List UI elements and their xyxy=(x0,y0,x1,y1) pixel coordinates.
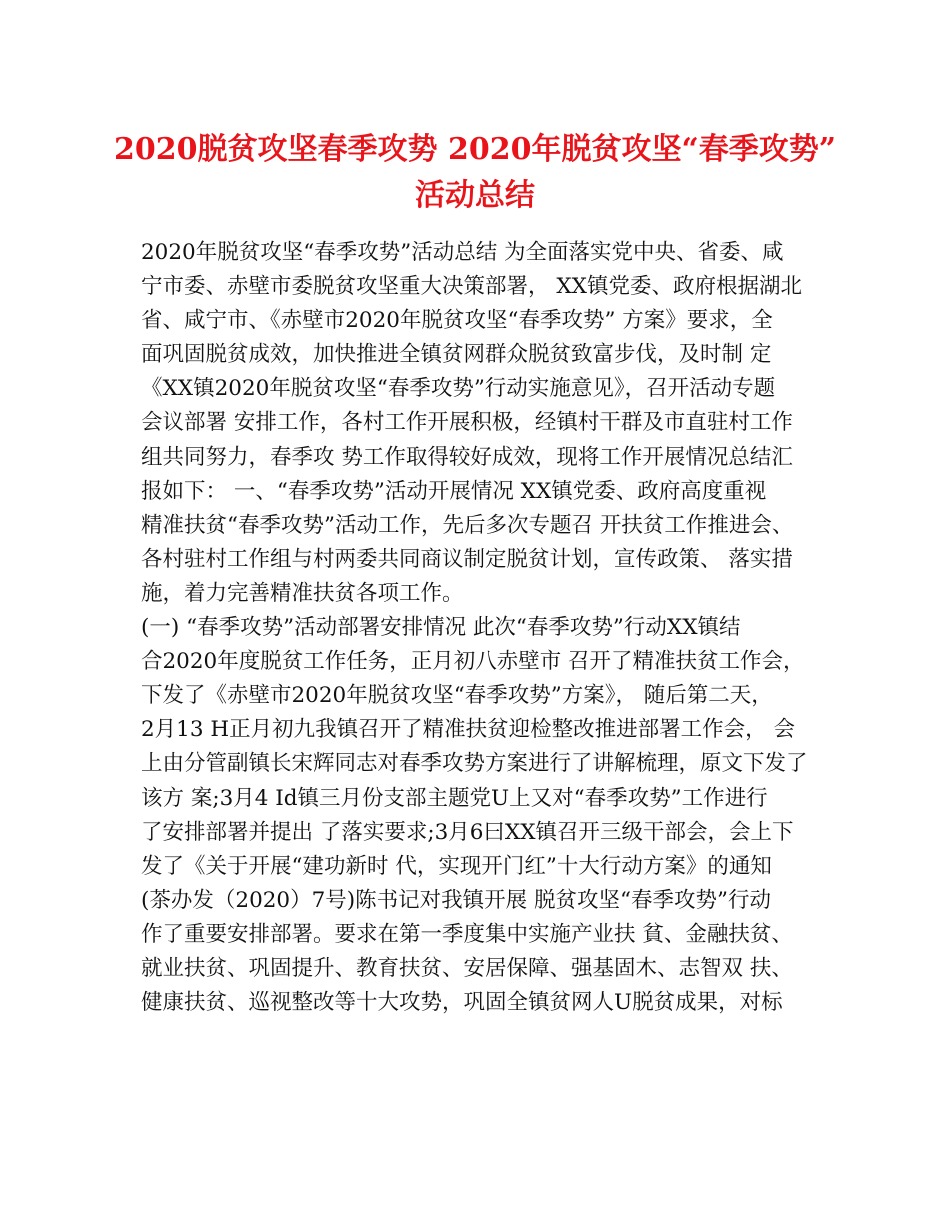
body-line: 精准扶贫“春季攻势”活动工作，先后多次专题召 开扶贫工作推进会、 xyxy=(141,512,794,538)
document-title-line-1: 2020脱贫攻坚春季攻势 2020年脱贫攻坚“春季攻势” xyxy=(114,132,836,167)
body-line: 报如下： 一、“春季攻势”活动开展情况 XX镇党委、政府高度重视 xyxy=(141,478,767,504)
body-line: 省、咸宁市、《赤壁市2020年脱贫攻坚“春季攻势” 方案》要求，全 xyxy=(141,308,773,334)
body-line: 《XX镇2020年脱贫攻坚“春季攻势”行动实施意见》，召开活动专题 xyxy=(141,376,776,402)
body-line: 各村驻村工作组与村两委共同商议制定脱贫计划，宣传政策、 落实措 xyxy=(141,546,793,572)
body-line: (茶办发（2020）7号)陈书记对我镇开展 脱贫攻坚“春季攻势”行动 xyxy=(141,887,771,913)
body-line: 就业扶贫、巩固提升、教育扶贫、安居保障、强基固木、志智双 扶、 xyxy=(141,955,793,981)
body-line: 合2020年度脱贫工作任务，正月初八赤壁市 召开了精准扶贫工作会， xyxy=(141,649,805,675)
body-line: 了安排部署并提出 了落实要求;3月6曰XX镇召开三级干部会，会上下 xyxy=(141,819,794,845)
body-line: 2020年脱贫攻坚“春季攻势”活动总结 为全面落实党中央、省委、咸 xyxy=(141,240,784,265)
body-line: 健康扶贫、巡视整改等十大攻势，巩固全镇贫网人U脱贫成果，对标 xyxy=(141,990,783,1016)
body-line: 施，着力完善精准扶贫各项工作。 xyxy=(141,580,464,606)
body-line: 上由分管副镇长宋辉同志对春季攻势方案进行了讲解梳理，原文下发了 xyxy=(141,751,808,777)
body-line: 会议部署 安排工作，各村工作开展积极，经镇村干群及市直驻村工作 xyxy=(141,410,793,436)
body-line: 宁市委、赤壁市委脱贫攻坚重大决策部署， XX镇党委、政府根据湖北 xyxy=(141,274,802,300)
document-body xyxy=(141,236,821,1020)
body-line: 2月13 H正月初九我镇召开了精准扶贫迎检整改推进部署工作会， 会 xyxy=(141,717,795,743)
body-line: 发了《关于开展“建功新时 代，实现开门红”十大行动方案》的通知 xyxy=(141,853,772,879)
body-line: 作了重要安排部署。要求在第一季度集中实施产业扶 貧、金融扶贫、 xyxy=(141,921,793,947)
body-line: 下发了《赤壁市2020年脱贫攻坚“春季攻势”方案》， 随后第二天， xyxy=(141,683,773,709)
body-line: (一) “春季攻势”活动部署安排情况 此次“春季攻势”行动XX镇结 xyxy=(141,615,741,641)
body-line: 该方 案;3月4 Id镇三月份支部主题党U上又对“春季攻势”工作进行 xyxy=(141,785,768,811)
body-line: 面巩固脱贫成效，加快推进全镇贫网群众脱贫致富步伐，及时制 定 xyxy=(141,342,772,368)
document-title-line-2: 活动总结 xyxy=(415,178,535,213)
body-line: 组共同努力，春季攻 势工作取得较好成效，现将工作开展情况总结汇 xyxy=(141,444,793,470)
